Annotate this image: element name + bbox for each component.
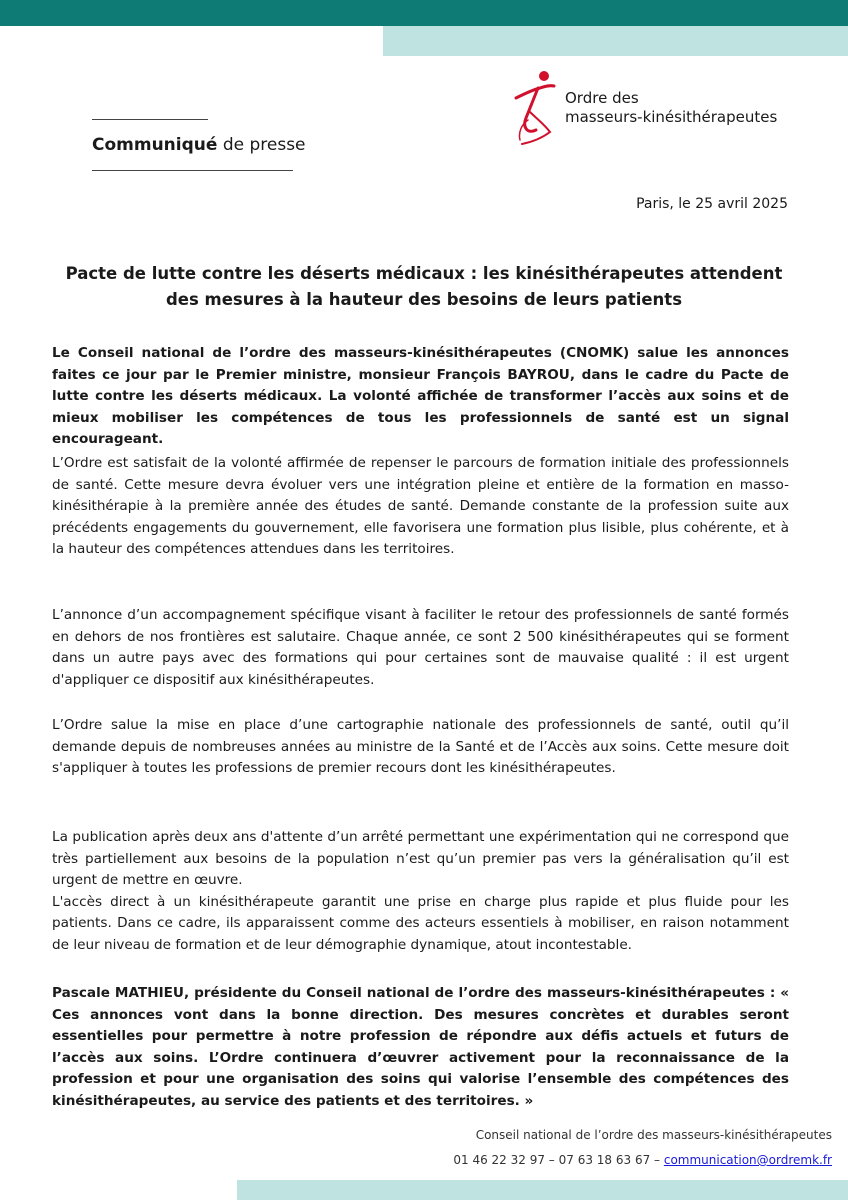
header-rule-top xyxy=(92,119,208,120)
dateline: Paris, le 25 avril 2025 xyxy=(636,196,788,212)
top-band-dark xyxy=(0,0,848,26)
paragraph-text: L’annonce d’un accompagnement spécifique visant à faciliter le retour des professionnels de santé formés en dehors de nos frontières est salutaire. Chaque année, ce sont 2 500 kinésithérapeutes qui se forment dans un autre pays avec des formations qui pour certaines sont de mauvaise qualité : il est urgent d'appliquer ce dispositif aux kinésithérapeutes. xyxy=(52,607,789,688)
org-name-line1: Ordre des xyxy=(565,89,639,107)
org-logo-text xyxy=(565,89,777,127)
lead-text: Le Conseil national de l’ordre des masseurs-kinésithérapeutes (CNOMK) salue les annonces faites ce jour par le Premier ministre, monsieur François BAYROU, dans le cadre du Pacte de lutte contre les déserts médicaux. La volonté affichée de transformer l’accès aux soins et de mieux mobiliser les compétences de tous les professionnels de santé est un signal encourageant. xyxy=(52,345,789,447)
top-band-light xyxy=(383,26,848,56)
org-name-line2: masseurs-kinésithérapeutes xyxy=(565,108,778,126)
communique-heading xyxy=(92,135,306,155)
bottom-band xyxy=(237,1180,848,1200)
paragraph-text: L’Ordre salue la mise en place d’une cartographie nationale des professionnels de santé, outil qu’il demande depuis de nombreuses années au ministre de la Santé et de l’Accès aux soins. Cette mesure doit s'appliquer à toutes les professions de premier recours dont les kinésithérapeutes. xyxy=(52,717,789,776)
email-link[interactable]: communication@ordremk.fr xyxy=(663,1153,832,1167)
communique-bold: Communiqué xyxy=(92,135,218,155)
communique-rest: de presse xyxy=(217,135,306,155)
footer-contact xyxy=(232,1153,832,1167)
paragraph-cartographie xyxy=(52,715,789,780)
footer-phones: 01 46 22 32 97 – 07 63 18 63 67 – xyxy=(453,1153,664,1167)
header-rule-bottom xyxy=(92,170,293,171)
lead-paragraph xyxy=(52,343,789,451)
paragraph-text: L’Ordre est satisfait de la volonté affirmée de repenser le parcours de formation initiale des professionnels de santé. Cette mesure devra évoluer vers une intégration pleine et entière de la formation en masso-kinésithérapie à la première année des études de santé. Demande constante de la profession suite aux précédents engagements du gouvernement, elle favorisera une formation plus lisible, plus cohérente, et à la hauteur des compétences attendues dans les territoires. xyxy=(52,455,789,557)
quote-text: Pascale MATHIEU, présidente du Conseil national de l’ordre des masseurs-kinésithérapeutes : « Ces annonces vont dans la bonne direction. Des mesures concrètes et durables seront essentielles pour permettre à notre profession de répondre aux défis actuels et futurs de l’accès aux soins. L’Ordre continuera d’œuvrer activement pour la reconnaissance de la profession et pour une organisation des soins qui valorise l’ensemble des compétences des kinésithérapeutes, au service des patients et des territoires. » xyxy=(52,985,789,1109)
title-line-1: Pacte de lutte contre les déserts médicaux : les kinésithérapeutes attendent xyxy=(65,264,783,283)
paragraph-formation xyxy=(52,453,789,561)
footer-org: Conseil national de l’ordre des masseurs-kinésithérapeutes xyxy=(475,1128,832,1142)
paragraph-acces-direct xyxy=(52,827,789,956)
paragraph-text: L'accès direct à un kinésithérapeute garantit une prise en charge plus rapide et plus fluide pour les patients. Dans ce cadre, ils apparaissent comme des acteurs essentiels à mobiliser, en raison notamment de leur niveau de formation et de leur démographie dynamique, atout incontestable. xyxy=(52,893,789,953)
paragraph-text: La publication après deux ans d'attente d’un arrêté permettant une expérimentation qui ne correspond que très partiellement aux besoins de la population n’est qu’un premier pas vers la généralisation qu’il est urgent de mettre en œuvre. xyxy=(52,829,789,888)
title-line-2: des mesures à la hauteur des besoins de leurs patients xyxy=(165,290,683,309)
paragraph-retour xyxy=(52,605,789,691)
dancer-figure-icon xyxy=(510,68,560,148)
press-release-title xyxy=(40,261,808,313)
president-quote xyxy=(52,983,789,1112)
